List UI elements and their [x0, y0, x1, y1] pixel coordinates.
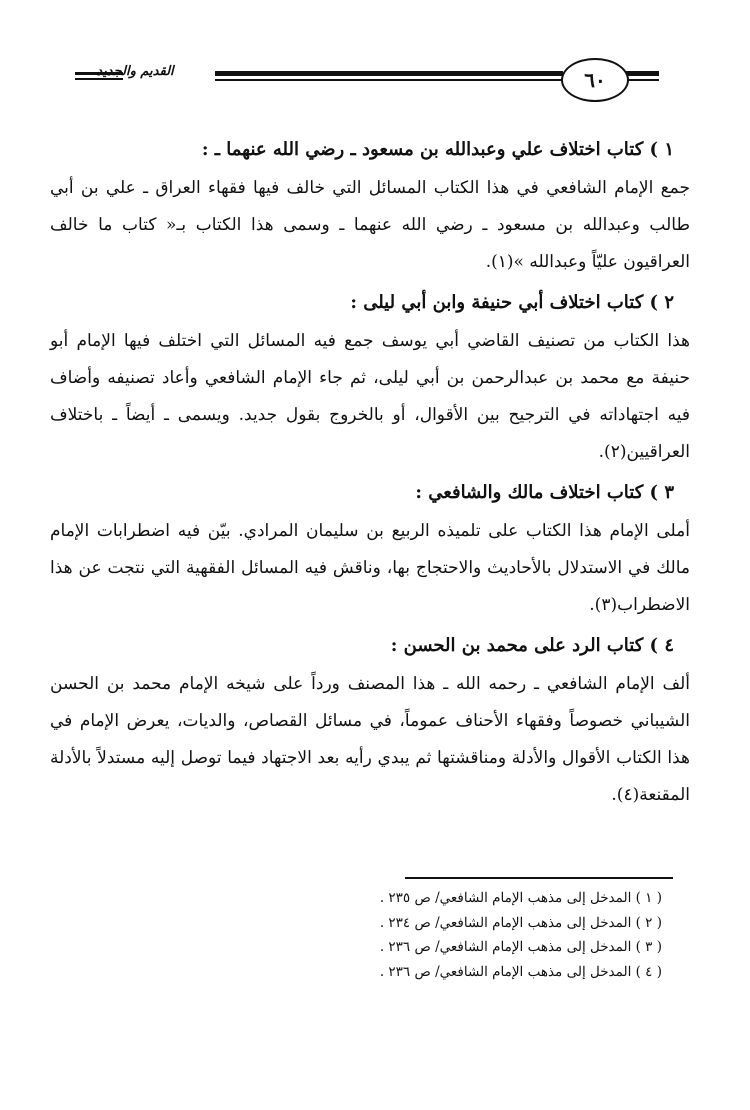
- page-number-badge: [561, 58, 629, 102]
- footnote-separator: [405, 877, 673, 879]
- footnote-item: ( ١ ) المدخل إلى مذهب الإمام الشافعي/ ص ٢٣٥ .: [379, 890, 662, 906]
- section-1: [50, 128, 690, 281]
- section-3: [50, 471, 690, 624]
- running-header-title: القديم والجديد: [96, 64, 174, 79]
- footnote-item: ( ٢ ) المدخل إلى مذهب الإمام الشافعي/ ص ٢٣٤ .: [379, 914, 662, 931]
- section-4: [50, 624, 690, 814]
- section-paragraph: جمع الإمام الشافعي في هذا الكتاب المسائل التي خالف فيها فقهاء العراق ـ علي بن أبي طالب وعبدالله بن مسعود ـ رضي الله عنهما ـ وسمى هذا الكتاب بـ« كتاب ما خالف العراقيون عليّاً وعبدالله »(١).: [50, 178, 690, 272]
- section-heading: ٢ ) كتاب اختلاف أبي حنيفة وابن أبي ليلى :: [350, 292, 674, 313]
- footnotes: [242, 886, 662, 984]
- page-number: ٦٠: [584, 68, 606, 92]
- header-rule-main: [215, 71, 563, 76]
- footnote-item: ( ٤ ) المدخل إلى مذهب الإمام الشافعي/ ص ٢٣٦ .: [379, 963, 662, 980]
- section-paragraph: ألف الإمام الشافعي ـ رحمه الله ـ هذا المصنف ورداً على شيخه الإمام محمد بن الحسن الشيباني خصوصاً وفقهاء الأحناف عموماً، في مسائل القصاص، والديات، يعرض الإمام في هذا الكتاب الأقوال والأدلة ومناقشتها ثم يبدي رأيه بعد الاجتهاد فيما توصل إليه مستدلاً بالأدلة المقنعة(٤).: [50, 674, 690, 805]
- section-2: [50, 281, 690, 471]
- section-paragraph: هذا الكتاب من تصنيف القاضي أبي يوسف جمع فيه المسائل التي اختلف فيها الإمام أبو حنيفة مع محمد بن عبدالرحمن بن أبي ليلى، ثم جاء الإمام الشافعي وأعاد تصنيفه وأضاف فيه اجتهاداته في الترجيح بين الأقوال، أو بالخروج بقول جديد. ويسمى ـ أيضاً ـ باختلاف العراقيين(٢).: [50, 331, 690, 462]
- main-text: [50, 128, 690, 814]
- footnote-item: ( ٣ ) المدخل إلى مذهب الإمام الشافعي/ ص ٢٣٦ .: [379, 939, 662, 955]
- section-paragraph: أملى الإمام هذا الكتاب على تلميذه الربيع بن سليمان المرادي. بيّن فيه اضطرابات الإمام مالك في الاستدلال بالأحاديث والاحتجاج بها، وناقش فيه المسائل الفقهية التي نتجت عن هذا الاضطراب(٣).: [50, 521, 690, 615]
- header-rule-main-lower: [215, 79, 563, 81]
- section-heading: ٣ ) كتاب اختلاف مالك والشافعي :: [415, 482, 674, 503]
- section-heading: ٤ ) كتاب الرد على محمد بن الحسن :: [390, 635, 674, 656]
- section-heading: ١ ) كتاب اختلاف علي وعبدالله بن مسعود ـ رضي الله عنهما ـ :: [201, 139, 674, 160]
